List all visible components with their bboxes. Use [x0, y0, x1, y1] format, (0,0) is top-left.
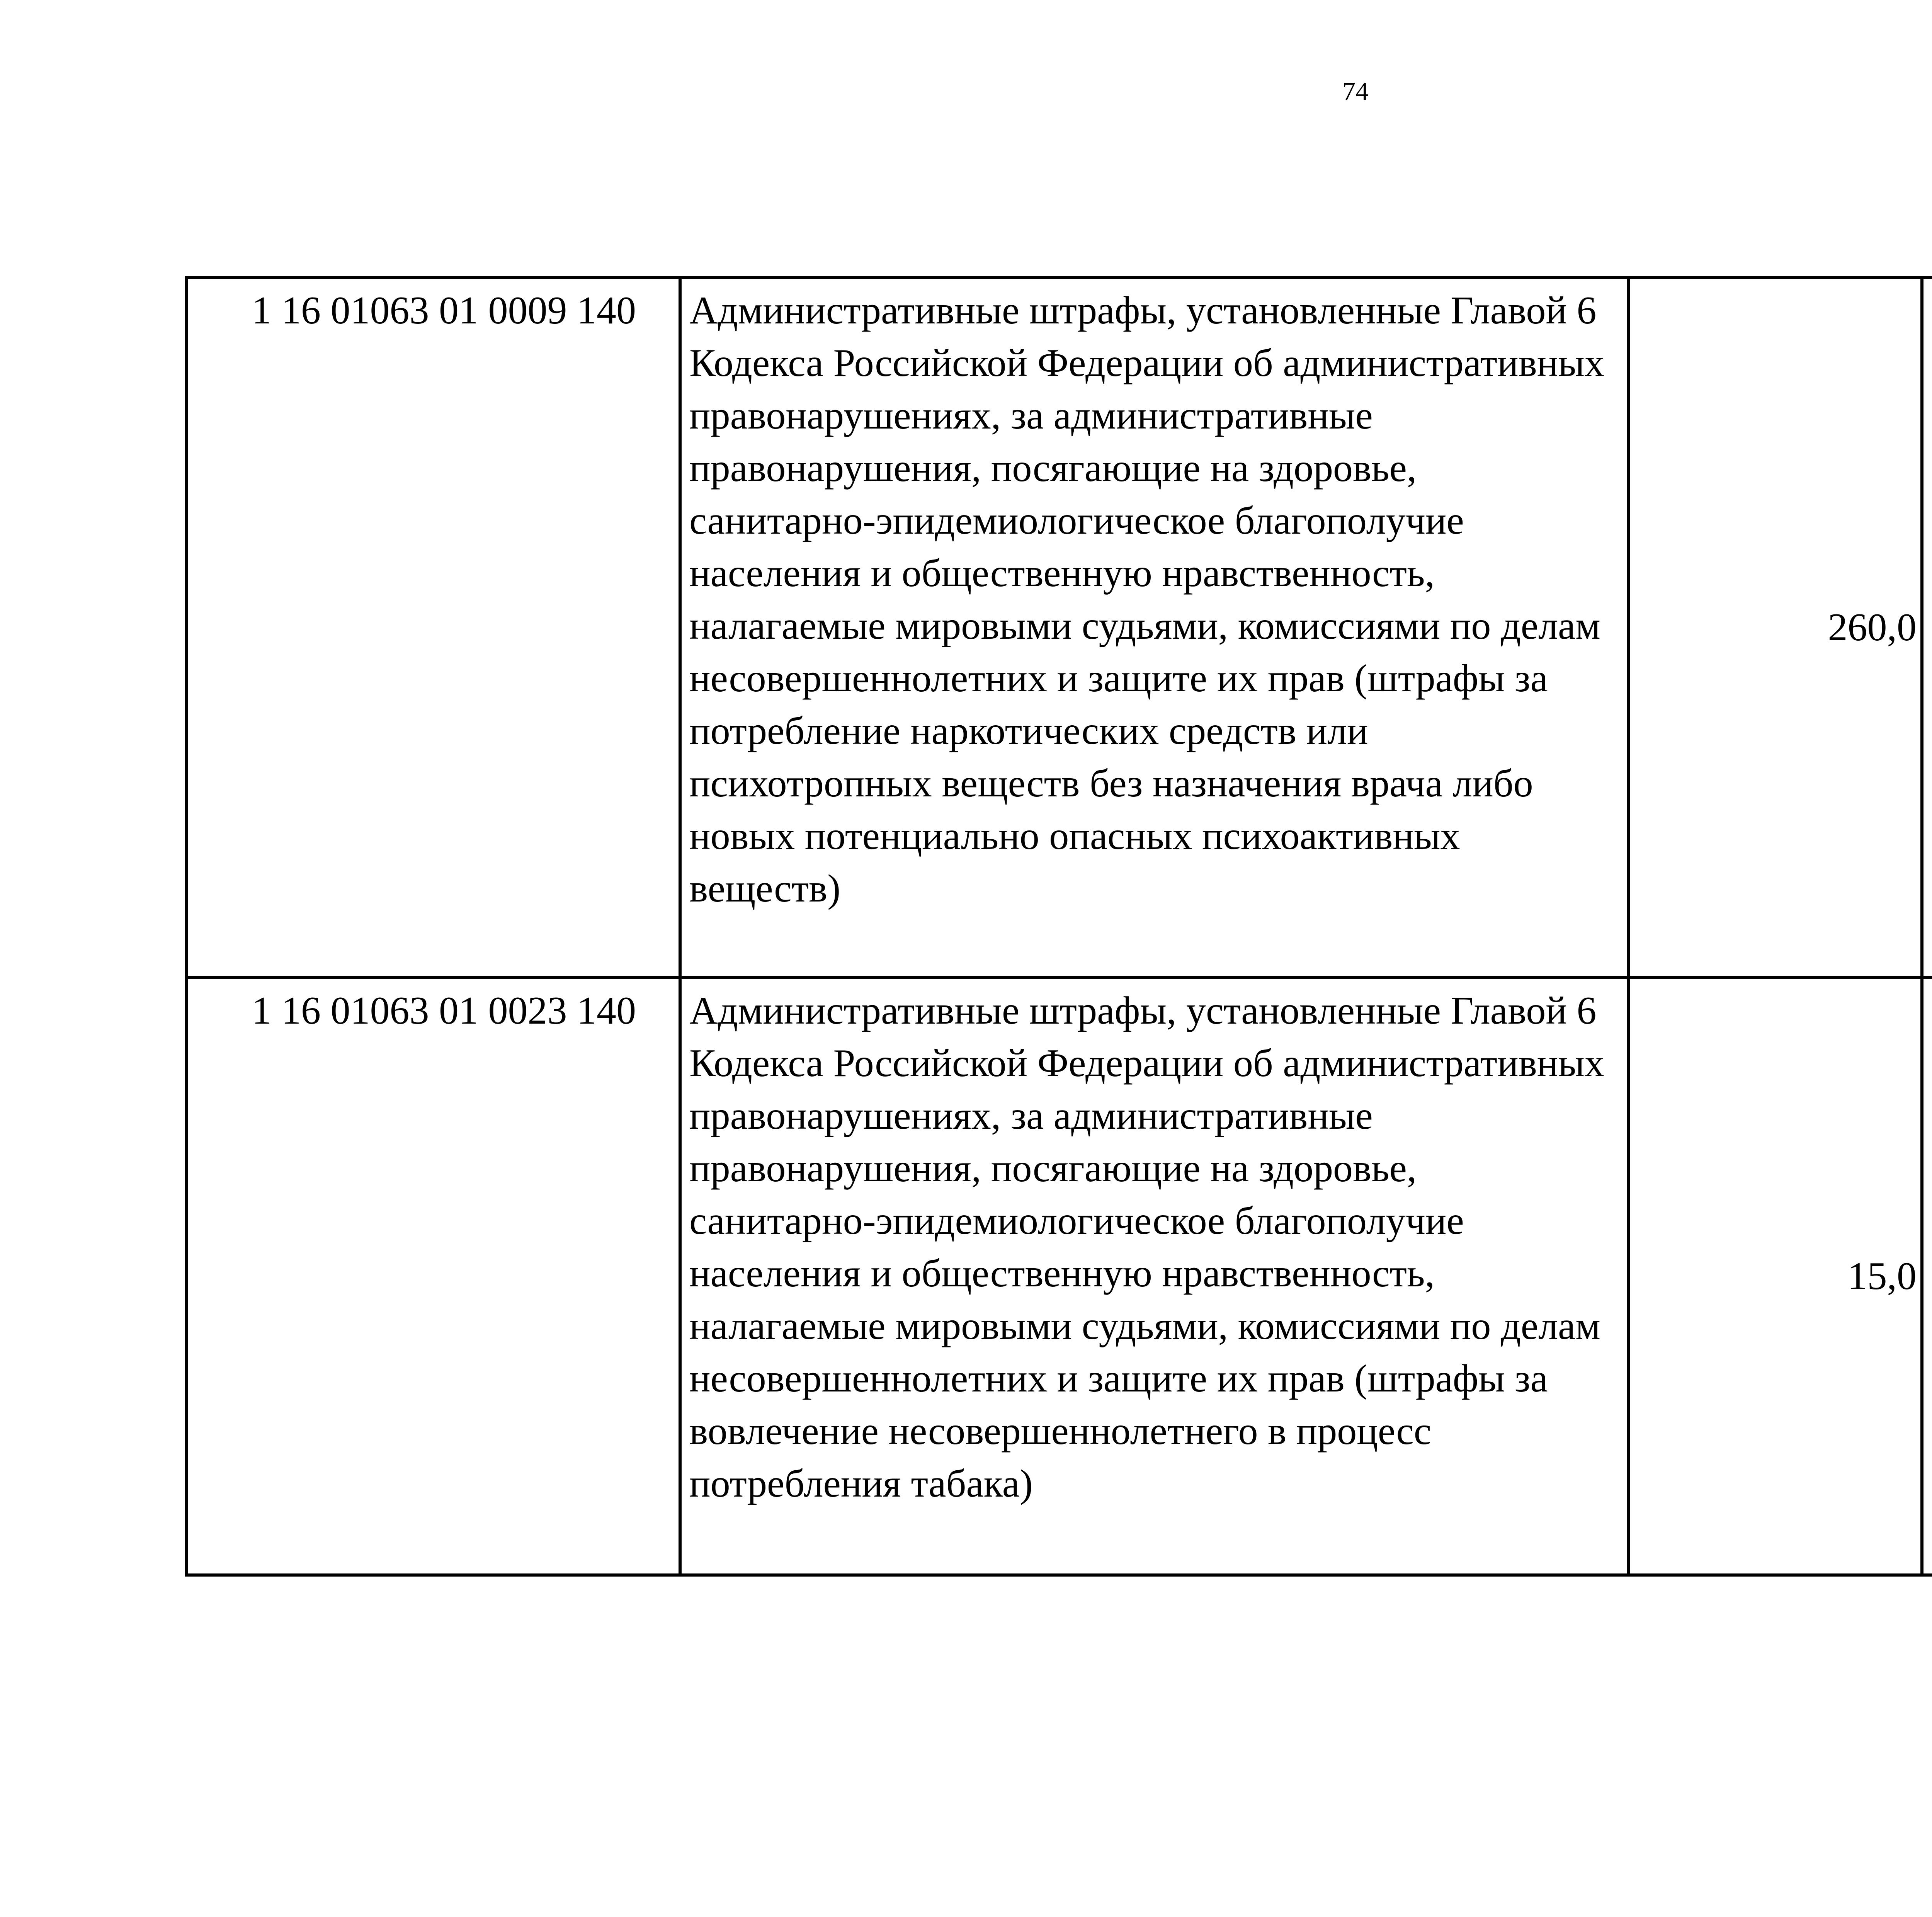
table-row [186, 277, 1932, 978]
revenue-table [185, 276, 1932, 1577]
income-description: Административные штрафы, установленные Главой 6 Кодекса Российской Федерации об административных правонарушениях, за административные правонарушения, посягающие на здоровье, санитарно-эпидемиологическое благополучие населения и общественную нравственность, налагаемые мировыми судьями, комиссиями по делам несовершеннолетних и защите их прав (штрафы за потребление наркотических средств или психотропных веществ без назначения врача либо новых потенциально опасных психоактивных веществ) [680, 277, 1628, 978]
amount-year-1: 15,0 [1628, 978, 1922, 1575]
income-description: Административные штрафы, установленные Главой 6 Кодекса Российской Федерации об административных правонарушениях, за административные правонарушения, посягающие на здоровье, санитарно-эпидемиологическое благополучие населения и общественную нравственность, налагаемые мировыми судьями, комиссиями по делам несовершеннолетних и защите их прав (штрафы за вовлечение несовершеннолетнего в процесс потребления табака) [680, 978, 1628, 1575]
amount-year-1: 260,0 [1628, 277, 1922, 978]
amount-year-2 [1922, 978, 1932, 1575]
page-number: 74 [1342, 77, 1369, 106]
amount-year-2 [1922, 277, 1932, 978]
table-row [186, 978, 1932, 1575]
budget-code: 1 16 01063 01 0009 140 [186, 277, 680, 978]
budget-code: 1 16 01063 01 0023 140 [186, 978, 680, 1575]
